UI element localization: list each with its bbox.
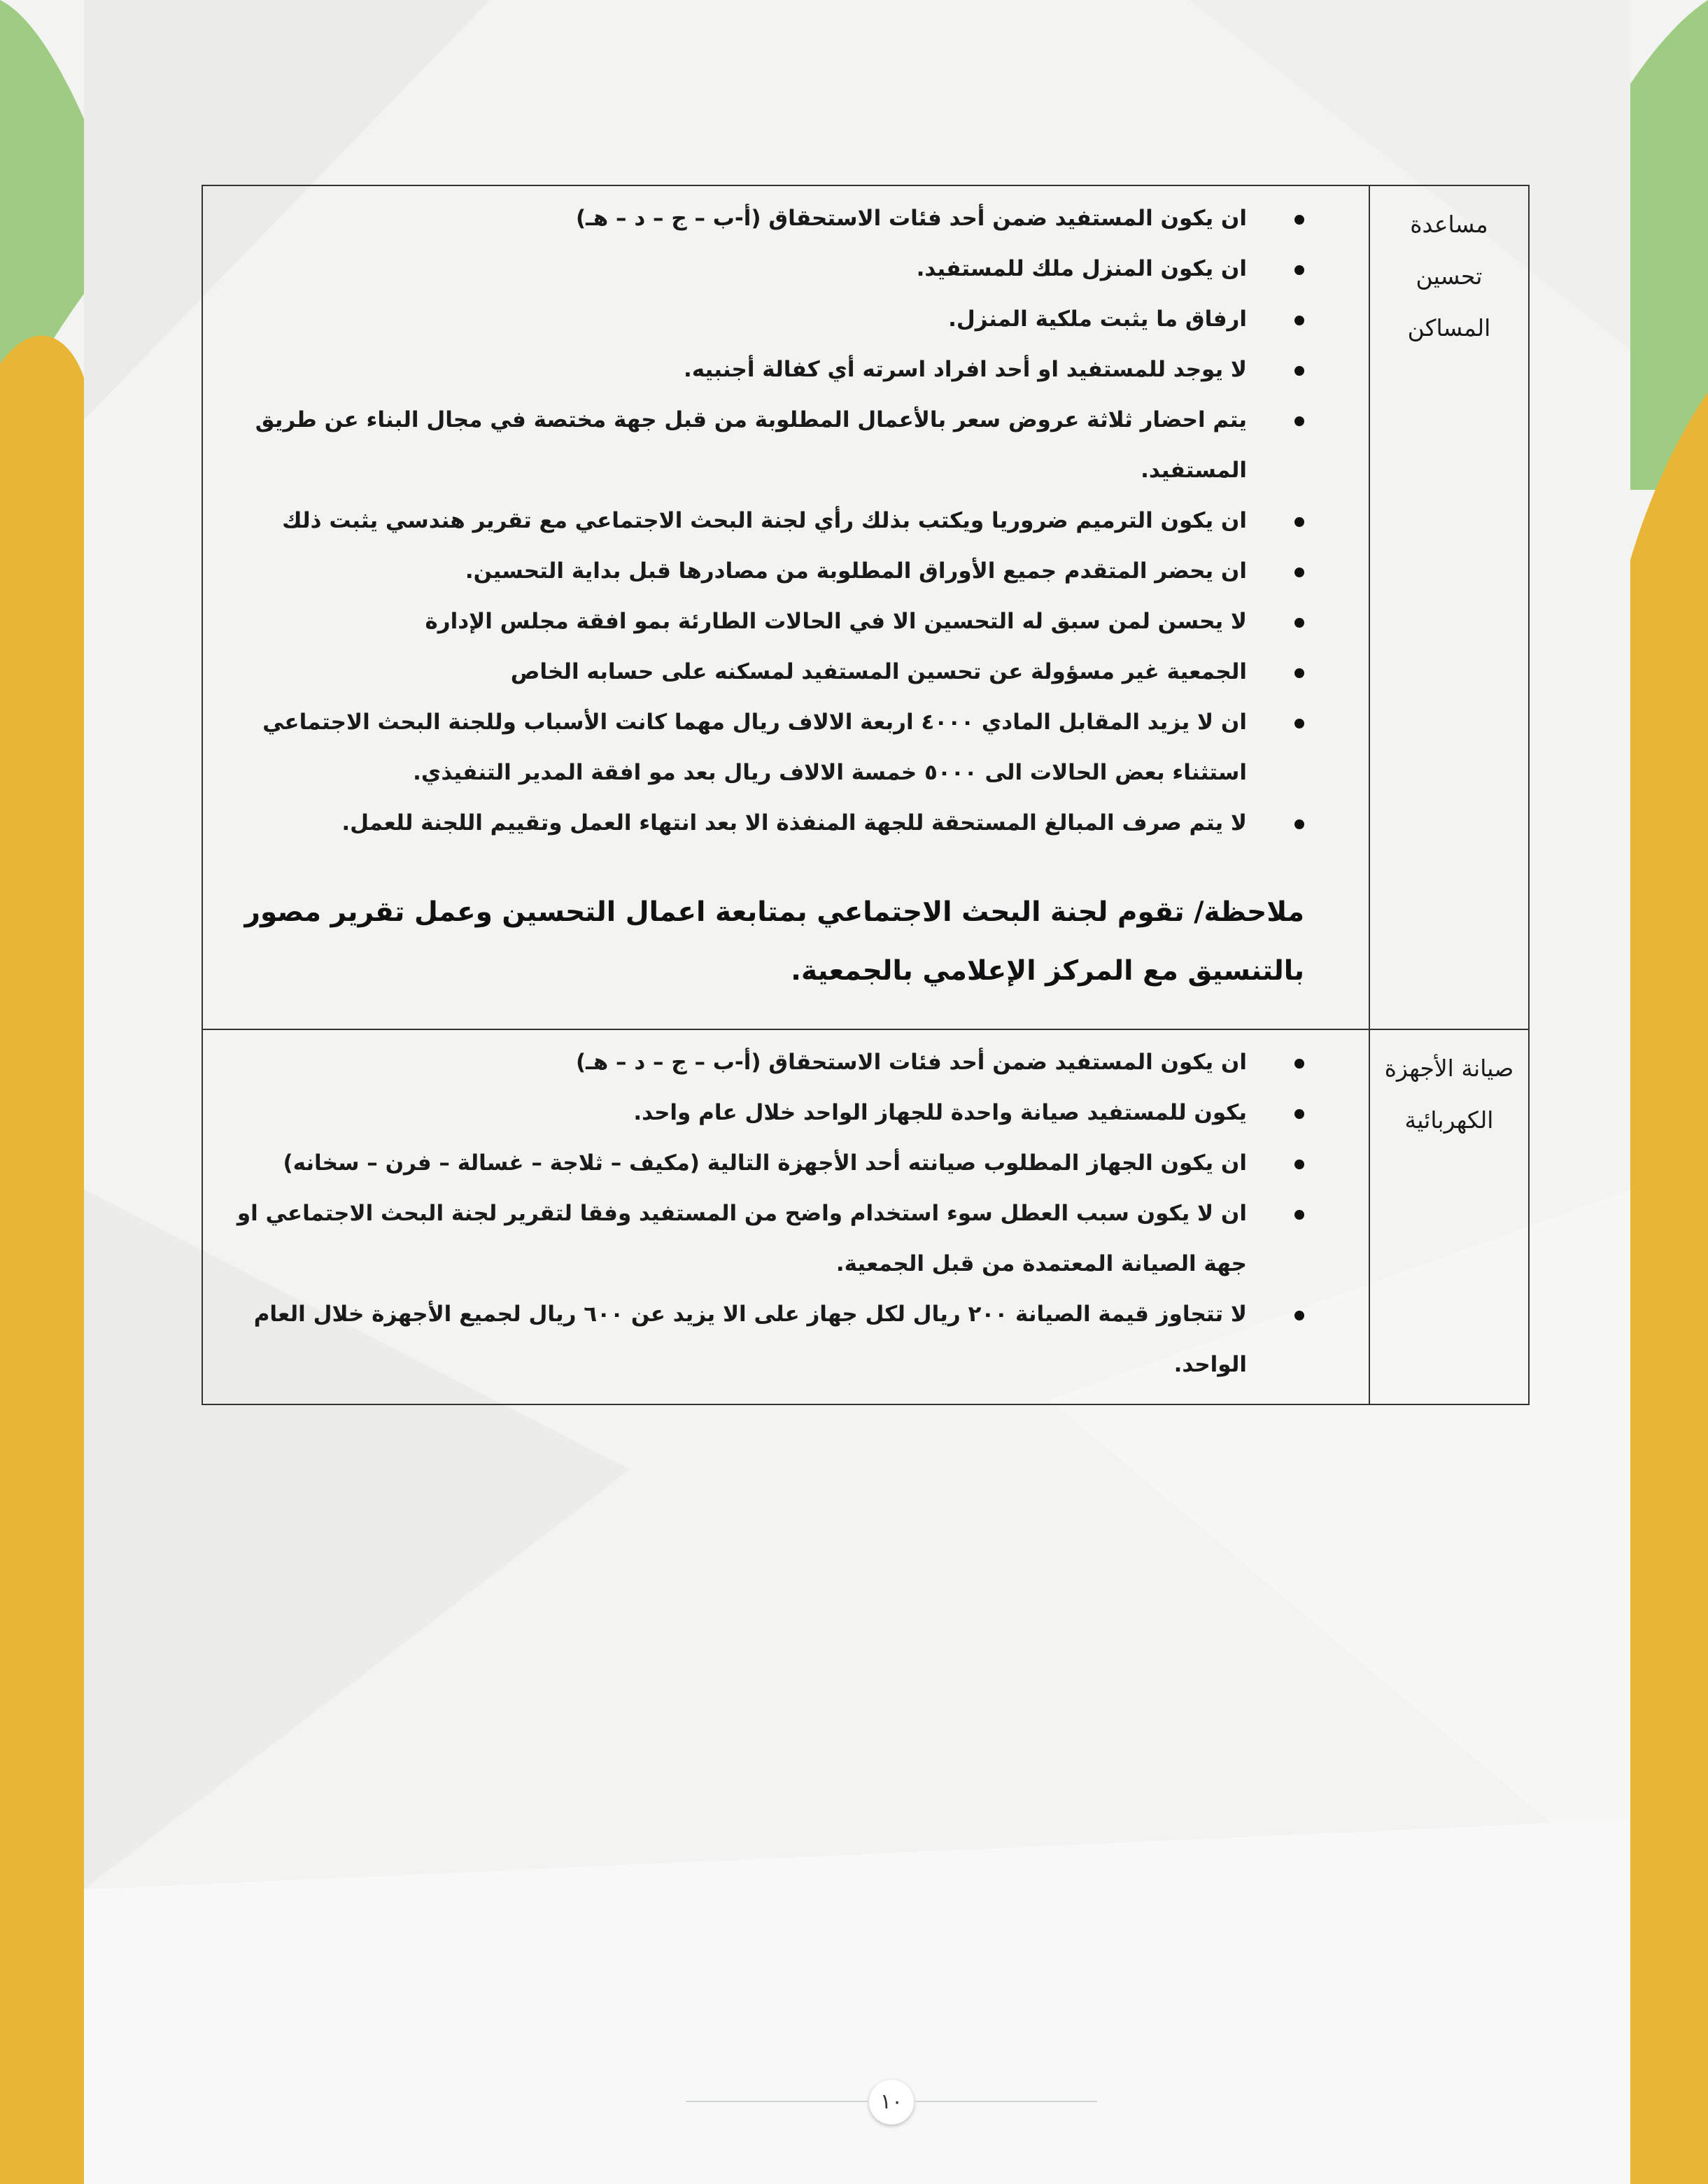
category-cell: صيانة الأجهزة الكهربائية: [1369, 1029, 1529, 1404]
requirements-list: [231, 193, 1304, 848]
list-item: لا يوجد للمستفيد او أحد افراد اسرته أي كفالة أجنبيه.: [231, 344, 1304, 395]
items-cell: [202, 1029, 1369, 1404]
table-row: [202, 185, 1529, 1029]
list-item: الجمعية غير مسؤولة عن تحسين المستفيد لمسكنه على حسابه الخاص: [231, 647, 1304, 697]
category-cell: مساعدة تحسين المساكن: [1369, 185, 1529, 1029]
list-item: ارفاق ما يثبت ملكية المنزل.: [231, 294, 1304, 344]
footer-divider: [915, 2101, 1097, 2102]
page-number: ١٠: [869, 2080, 914, 2125]
list-item: لا يتم صرف المبالغ المستحقة للجهة المنفذة الا بعد انتهاء العمل وتقييم اللجنة للعمل.: [231, 798, 1304, 848]
list-item: ان لا يكون سبب العطل سوء استخدام واضح من المستفيد وفقا لتقرير لجنة البحث الاجتماعي او جهة الصيانة المعتمدة من قبل الجمعية.: [231, 1188, 1304, 1289]
list-item: يكون للمستفيد صيانة واحدة للجهاز الواحد خلال عام واحد.: [231, 1087, 1304, 1138]
items-cell: [202, 185, 1369, 1029]
list-item: ان يحضر المتقدم جميع الأوراق المطلوبة من مصادرها قبل بداية التحسين.: [231, 546, 1304, 596]
requirements-table: [202, 185, 1530, 1405]
list-item: ان لا يزيد المقابل المادي ٤٠٠٠ اربعة الالاف ريال مهما كانت الأسباب وللجنة البحث الاجتماعي استثناء بعض الحالات الى ٥٠٠٠ خمسة الالاف ريال بعد مو افقة المدير التنفيذي.: [231, 697, 1304, 798]
list-item: يتم احضار ثلاثة عروض سعر بالأعمال المطلوبة من قبل جهة مختصة في مجال البناء عن طريق المستفيد.: [231, 395, 1304, 495]
list-item: ان يكون المستفيد ضمن أحد فئات الاستحقاق (أ-ب – ج – د – هـ): [231, 193, 1304, 244]
list-item: لا تتجاوز قيمة الصيانة ٢٠٠ ريال لكل جهاز على الا يزيد عن ٦٠٠ ريال لجميع الأجهزة خلال العام الواحد.: [231, 1289, 1304, 1390]
list-item: ان يكون المستفيد ضمن أحد فئات الاستحقاق (أ-ب – ج – د – هـ): [231, 1037, 1304, 1087]
page-footer: [686, 2080, 1106, 2122]
footer-divider: [686, 2101, 868, 2102]
note-text: ملاحظة/ تقوم لجنة البحث الاجتماعي بمتابعة اعمال التحسين وعمل تقرير مصور بالتنسيق مع المركز الإعلامي بالجمعية.: [244, 896, 1304, 987]
list-item: ان يكون الجهاز المطلوب صيانته أحد الأجهزة التالية (مكيف – ثلاجة – غسالة – فرن – سخانه): [231, 1138, 1304, 1188]
list-item: ان يكون الترميم ضروريا ويكتب بذلك رأي لجنة البحث الاجتماعي مع تقرير هندسي يثبت ذلك: [231, 495, 1304, 546]
table-row: [202, 1029, 1529, 1404]
list-item: لا يحسن لمن سبق له التحسين الا في الحالات الطارئة بمو افقة مجلس الإدارة: [231, 596, 1304, 647]
list-item: ان يكون المنزل ملك للمستفيد.: [231, 244, 1304, 294]
requirements-list: [231, 1037, 1304, 1390]
